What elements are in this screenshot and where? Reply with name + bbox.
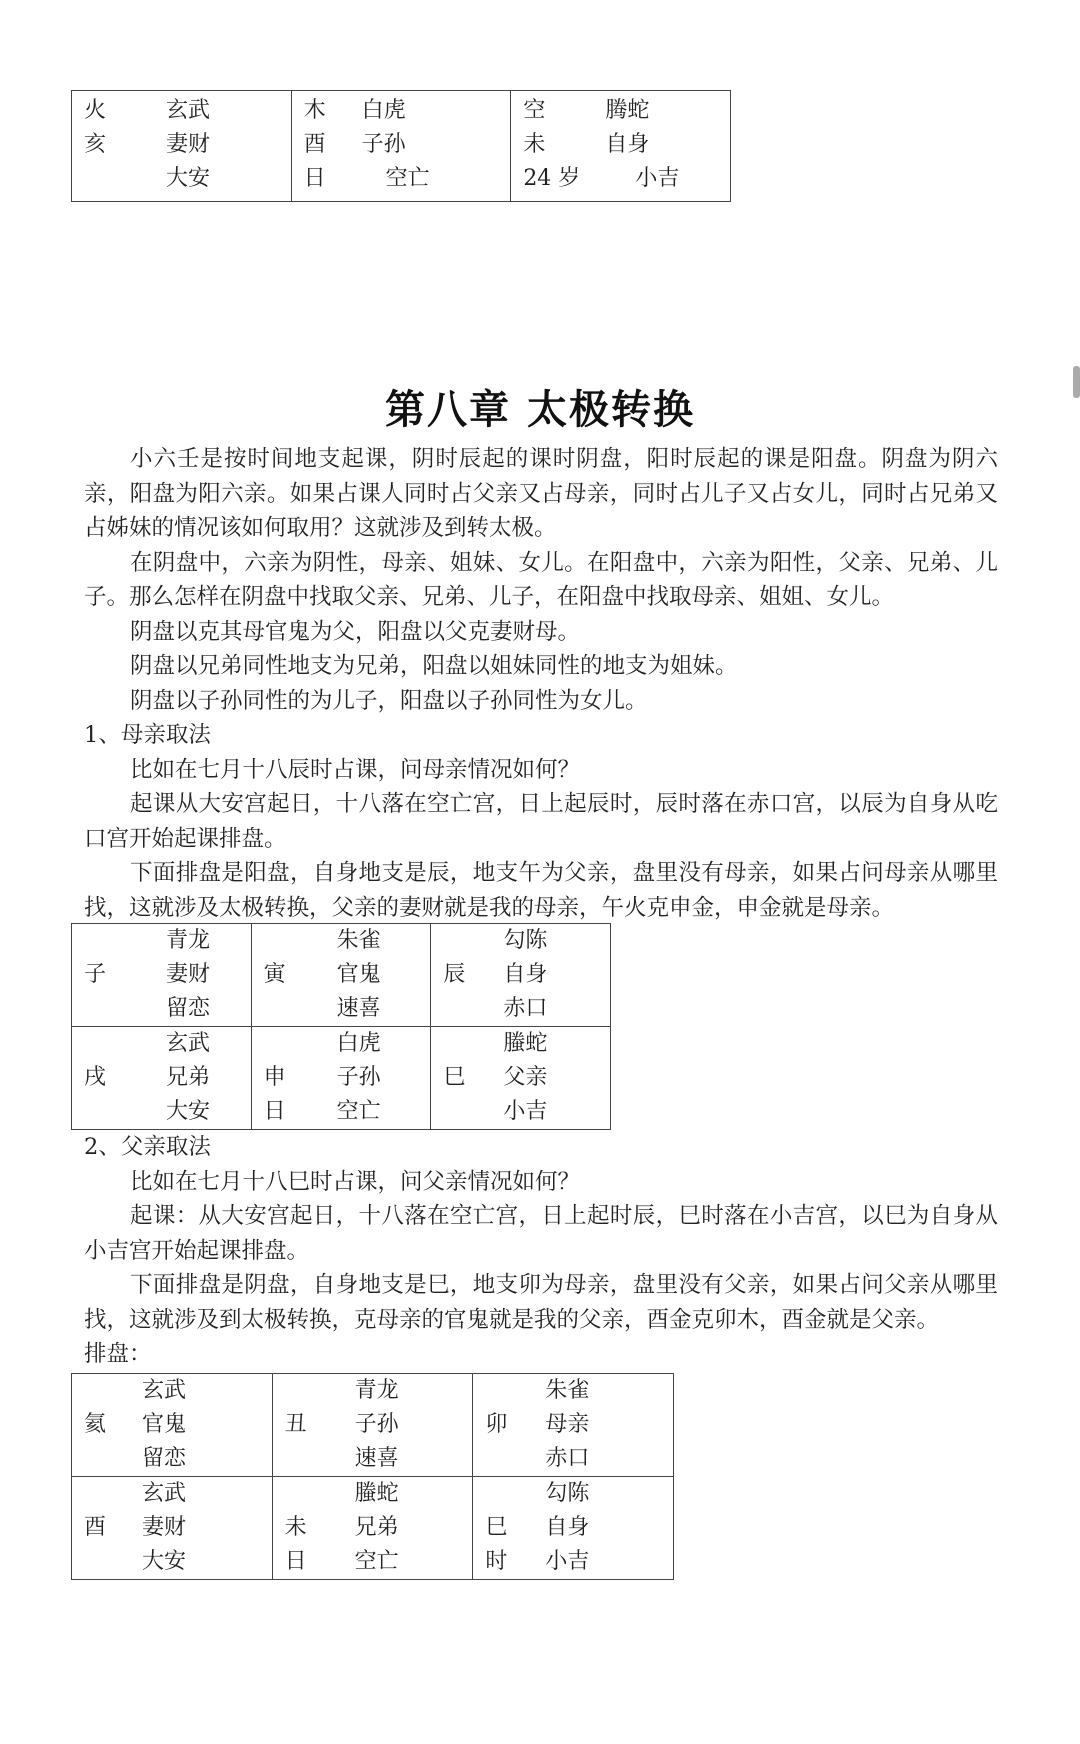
table-row: [72, 924, 611, 1027]
chapter-title: 第八章 太极转换: [385, 387, 695, 433]
cell-value: 赤口: [503, 996, 548, 1021]
cell-value: 小吉: [635, 166, 680, 191]
paragraph: 起课从大安宫起日，十八落在空亡宫，日上起辰时，辰时落在赤口宫，以辰为自身从吃口宫开始起课排盘。: [84, 791, 998, 852]
cell-value: 玄武: [142, 1481, 187, 1506]
table-cell: [473, 1374, 674, 1477]
cell-key: 戌: [84, 1065, 107, 1090]
cell-key: 日: [263, 1099, 286, 1124]
table-cell: [251, 1027, 431, 1130]
cell-value: 妻财: [166, 132, 211, 157]
cell-value: 自身: [605, 132, 650, 157]
table-row: [72, 1374, 674, 1477]
table-cell: [72, 1374, 273, 1477]
paragraph: 阴盘以兄弟同性地支为兄弟，阳盘以姐妹同性的地支为姐妹。: [130, 653, 738, 679]
cell-value: 空亡: [336, 1099, 381, 1124]
paragraph: 阴盘以克其母官鬼为父，阳盘以父克妻财母。: [130, 618, 581, 645]
paragraph: 比如在七月十八辰时占课，问母亲情况如何？: [130, 756, 581, 783]
cell-value: 官鬼: [336, 962, 381, 987]
table-row: [72, 1027, 611, 1130]
cell-value: 父亲: [503, 1065, 548, 1090]
cell-key: 未: [284, 1515, 307, 1540]
cell-key: 日: [303, 166, 326, 191]
cell-key: 氦: [84, 1412, 107, 1437]
cell-value: 自身: [503, 962, 548, 987]
cell-value: 子孙: [336, 1065, 381, 1090]
table-cell: [72, 1477, 273, 1580]
cell-value: 子孙: [361, 132, 406, 157]
cell-value: 青龙: [166, 928, 211, 953]
cell-key: 丑: [284, 1412, 307, 1437]
father-chart-table: [71, 1373, 674, 1580]
cell-value: 小吉: [503, 1099, 548, 1124]
cell-value: 妻财: [142, 1515, 187, 1540]
cell-value: 母亲: [545, 1412, 590, 1437]
cell-key: 辰: [443, 962, 466, 987]
cell-key: 酉: [84, 1515, 107, 1540]
cell-value: 螣蛇: [503, 1031, 548, 1056]
cell-value: 玄武: [166, 1031, 211, 1056]
cell-value: 白虎: [361, 98, 406, 123]
cell-value: 勾陈: [545, 1481, 590, 1506]
cell-key: 日: [284, 1549, 307, 1574]
table-cell: [272, 1374, 473, 1477]
cell-value: 朱雀: [545, 1378, 590, 1403]
cell-value: 官鬼: [142, 1412, 187, 1437]
cell-value: 腾蛇: [605, 98, 650, 123]
cell-value: 勾陈: [503, 928, 548, 953]
table-cell: [251, 924, 431, 1027]
paragraph: 下面排盘是阳盘，自身地支是辰，地支午为父亲，盘里没有母亲，如果占问母亲从哪里找，这就涉及太极转换，父亲的妻财就是我的母亲，午火克申金，申金就是母亲。: [84, 860, 998, 921]
cell-key: 子: [84, 962, 107, 987]
cell-key: 寅: [263, 962, 286, 987]
cell-value: 玄武: [142, 1378, 187, 1403]
cell-value: 大安: [166, 166, 211, 191]
table-cell: [473, 1477, 674, 1580]
table-cell: [291, 91, 511, 202]
cell-key: 申: [263, 1065, 286, 1090]
paragraph: 阴盘以子孙同性的为儿子，阳盘以子孙同性为女儿。: [130, 687, 648, 714]
cell-key: 24 岁: [523, 166, 581, 191]
cell-value: 速喜: [336, 996, 381, 1021]
cell-value: 小吉: [545, 1549, 590, 1574]
table-cell: [431, 1027, 611, 1130]
cell-key: 巳: [485, 1515, 508, 1540]
section-heading: 1、母亲取法: [84, 722, 211, 748]
paragraph: 下面排盘是阴盘，自身地支是巳，地支卯为母亲，盘里没有父亲，如果占问父亲从哪里找，这就涉及到太极转换，克母亲的官鬼就是我的父亲，酉金克卯木，酉金就是父亲。: [84, 1272, 998, 1333]
cell-value: 玄武: [166, 98, 211, 123]
table-cell: [72, 1027, 252, 1130]
cell-key: 巳: [443, 1065, 466, 1090]
table-row: [72, 91, 731, 202]
paragraph: 比如在七月十八巳时占课，问父亲情况如何？: [130, 1168, 581, 1195]
cell-value: 空亡: [354, 1549, 399, 1574]
cell-value: 螣蛇: [354, 1481, 399, 1506]
cell-key: 时: [485, 1549, 508, 1574]
cell-value: 赤口: [545, 1446, 590, 1471]
pai-pan-label: 排盘：: [84, 1341, 152, 1367]
cell-key: 未: [523, 132, 546, 157]
cell-value: 子孙: [354, 1412, 399, 1437]
paragraph: 在阴盘中，六亲为阴性，母亲、姐妹、女儿。在阳盘中，六亲为阳性，父亲、兄弟、儿子。那么怎样在阴盘中找取父亲、兄弟、儿子，在阳盘中找取母亲、姐姐、女儿。: [84, 549, 998, 610]
cell-key: 火: [84, 98, 107, 123]
mother-chart-table: [71, 923, 611, 1130]
table-cell: [72, 91, 292, 202]
cell-value: 大安: [166, 1099, 211, 1124]
cell-value: 兄弟: [166, 1065, 211, 1090]
cell-key: 酉: [303, 132, 326, 157]
father-section: [84, 1130, 998, 1372]
cell-value: 青龙: [354, 1378, 399, 1403]
table-cell: [431, 924, 611, 1027]
cell-value: 自身: [545, 1515, 590, 1540]
section-heading: 2、父亲取法: [84, 1134, 211, 1160]
top-table: [71, 90, 731, 202]
cell-value: 大安: [142, 1549, 187, 1574]
cell-key: 空: [523, 98, 546, 123]
cell-value: 留恋: [166, 996, 211, 1021]
cell-key: 木: [303, 98, 326, 123]
paragraph: 小六壬是按时间地支起课，阴时辰起的课时阴盘，阳时辰起的课是阳盘。阴盘为阴六亲，阳盘为阳六亲。如果占课人同时占父亲又占母亲，同时占儿子又占女儿，同时占兄弟又占姊妹的情况该如何取用？这就涉及到转太极。: [84, 446, 998, 541]
scrollbar-thumb[interactable]: [1073, 366, 1080, 398]
table-cell: [272, 1477, 473, 1580]
cell-value: 白虎: [336, 1031, 381, 1056]
table-row: [72, 1477, 674, 1580]
intro-section: [84, 442, 998, 925]
paragraph: 起课：从大安宫起日，十八落在空亡宫，日上起时辰，巳时落在小吉宫，以巳为自身从小吉宫开始起课排盘。: [84, 1203, 998, 1264]
cell-value: 空亡: [385, 166, 430, 191]
table-cell: [511, 91, 731, 202]
cell-value: 速喜: [354, 1446, 399, 1471]
cell-key: 亥: [84, 132, 107, 157]
cell-value: 留恋: [142, 1446, 187, 1471]
cell-value: 妻财: [166, 962, 211, 987]
cell-key: 卯: [485, 1412, 508, 1437]
table-cell: [72, 924, 252, 1027]
cell-value: 朱雀: [336, 928, 381, 953]
cell-value: 兄弟: [354, 1515, 399, 1540]
